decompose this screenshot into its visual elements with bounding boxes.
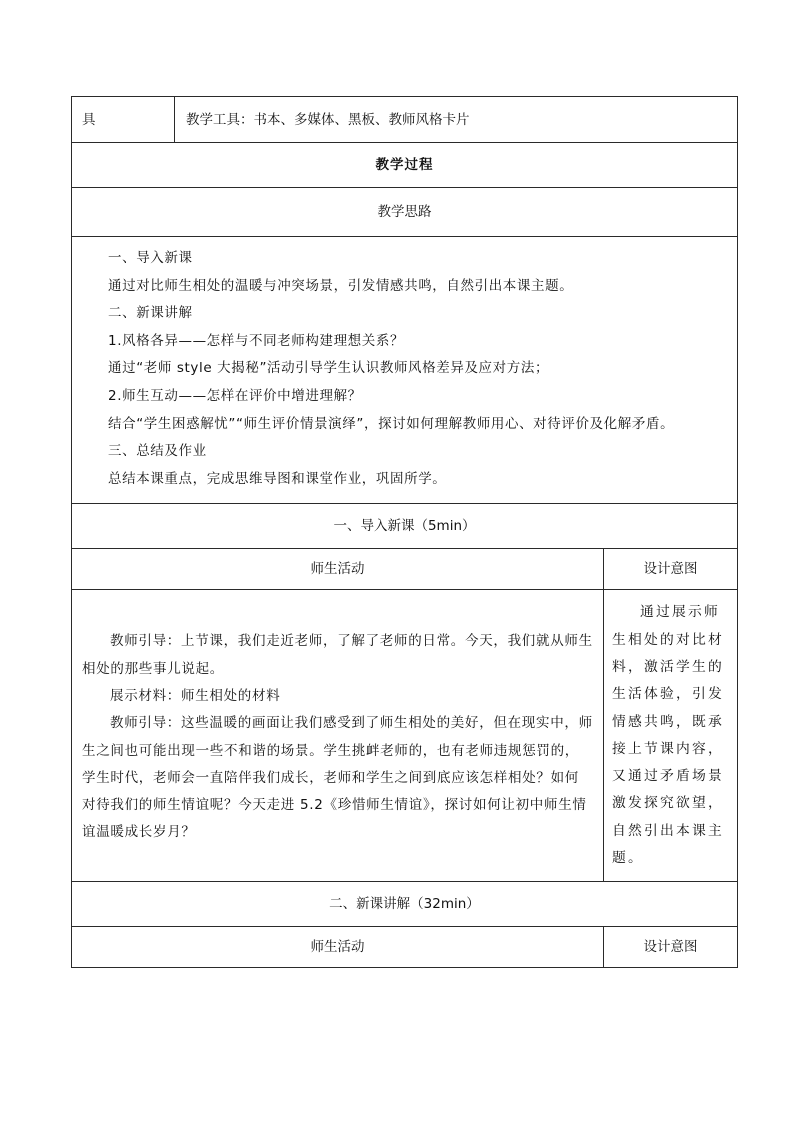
outline-cell	[72, 237, 738, 504]
outline-paragraph: 通过对比师生相处的温暖与冲突场景，引发情感共鸣，自然引出本课主题。	[108, 277, 574, 294]
section1-title-row	[72, 504, 738, 549]
outline-paragraph: 结合“学生困惑解忧”“师生评价情景演绎”，探讨如何理解教师用心、对待评价及化解矛盾。	[108, 415, 675, 432]
outline-heading-intro: 一、导入新课	[108, 250, 193, 266]
outline-paragraph: 2.师生互动——怎样在评价中增进理解？	[108, 387, 362, 404]
tools-row	[72, 97, 738, 143]
section1-intent-cell	[604, 590, 738, 882]
section1-title: 一、导入新课（5min）	[72, 504, 738, 549]
section2-title: 二、新课讲解（32min）	[72, 882, 738, 927]
outline-heading-new-lesson: 二、新课讲解	[108, 305, 193, 322]
activity-paragraph: 教师引导：上节课，我们走近老师，了解了老师的日常。今天，我们就从师生相处的那些事儿说起。	[82, 633, 593, 677]
thinking-title: 教学思路	[72, 188, 738, 237]
tools-label: 具	[72, 97, 175, 143]
outline-paragraph: 1.风格各异——怎样与不同老师构建理想关系？	[108, 332, 405, 349]
lesson-plan-table	[71, 96, 738, 968]
outline-paragraph: 总结本课重点，完成思维导图和课堂作业，巩固所学。	[108, 470, 447, 487]
section1-header-row	[72, 549, 738, 590]
outline-paragraph: 通过“老师 style 大揭秘”活动引导学生认识教师风格差异及应对方法；	[108, 360, 550, 377]
section2-title-row	[72, 882, 738, 927]
section1-activity-cell	[72, 590, 604, 882]
process-title-row	[72, 143, 738, 188]
section1-activity-header: 师生活动	[72, 549, 604, 590]
activity-paragraph: 教师引导：这些温暖的画面让我们感受到了师生相处的美好，但在现实中，师生之间也可能出现一些不和谐的场景。学生挑衅老师的，也有老师违规惩罚的，学生时代，老师会一直陪伴我们成长，老师和学生之间到底应该怎样相处？如何对待我们的师生情谊呢？今天走进 5.2《珍惜师生情谊》，探讨如何让初中师生情谊温暖成长岁月？	[82, 715, 593, 841]
section2-intent-header: 设计意图	[604, 927, 738, 968]
tools-text: 教学工具：书本、多媒体、黑板、教师风格卡片	[175, 97, 738, 143]
outline-heading-summary: 三、总结及作业	[108, 443, 207, 460]
thinking-title-row	[72, 188, 738, 237]
section1-content-row	[72, 590, 738, 882]
section2-activity-header: 师生活动	[72, 927, 604, 968]
section1-intent-header: 设计意图	[604, 549, 738, 590]
section2-header-row	[72, 927, 738, 968]
activity-paragraph: 展示材料：师生相处的材料	[110, 687, 281, 704]
outline-row	[72, 237, 738, 504]
intent-paragraph: 通过展示师生相处的对比材料，激活学生的生活体验，引发情感共鸣，既承接上节课内容，又通过矛盾场景激发探究欲望，自然引出本课主题。	[612, 604, 724, 867]
process-title: 教学过程	[72, 143, 738, 188]
